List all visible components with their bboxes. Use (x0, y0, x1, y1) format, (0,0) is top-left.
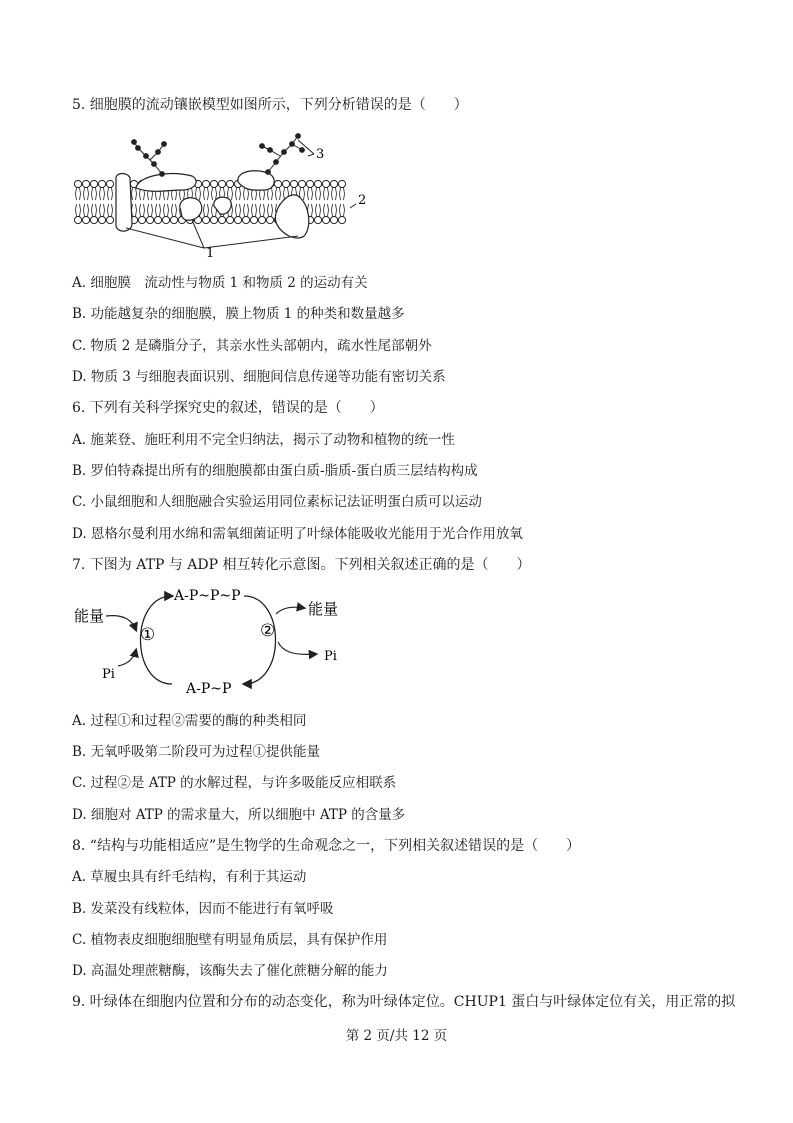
question-5-option-c: C. 物质 2 是磷脂分子，其亲水性头部朝内，疏水性尾部朝外 (72, 338, 432, 354)
question-7-option-b: B. 无氧呼吸第二阶段可为过程①提供能量 (72, 744, 321, 760)
question-6-option-b: B. 罗伯特森提出所有的细胞膜都由蛋白质-脂质-蛋白质三层结构构成 (72, 463, 478, 479)
pi-out-arrow (278, 642, 316, 654)
question-5-option-d: D. 物质 3 与细胞表面识别、细胞间信息传递等功能有密切关系 (72, 369, 446, 385)
pi-in-arrow (118, 650, 136, 666)
question-6-stem: 6. 下列有关科学探究史的叙述，错误的是（ ） (72, 400, 384, 416)
page-footer: 第 2 页/共 12 页 (345, 1028, 448, 1044)
membrane-label-3: 3 (316, 147, 325, 162)
membrane-model-figure (72, 124, 372, 264)
question-5-stem: 5. 细胞膜的流动镶嵌模型如图所示，下列分析错误的是（ ） (72, 97, 468, 113)
question-8-option-b: B. 发菜没有线粒体，因而不能进行有氧呼吸 (72, 901, 334, 917)
glycan-chains (132, 134, 305, 177)
question-9-stem: 9. 叶绿体在细胞内位置和分布的动态变化，称为叶绿体定位。CHUP1 蛋白与叶绿体定位有关，用正常的拟 (72, 994, 736, 1010)
process-2-label: ② (260, 621, 276, 641)
energy-in-arrow (106, 616, 136, 630)
question-7-option-c: C. 过程②是 ATP 的水解过程，与许多吸能反应相联系 (72, 775, 397, 791)
question-6-option-c: C. 小鼠细胞和人细胞融合实验运用同位素标记法证明蛋白质可以运动 (72, 494, 482, 510)
question-5-option-a: A. 细胞膜 流动性与物质 1 和物质 2 的运动有关 (72, 275, 368, 291)
question-8-stem: 8. “结构与功能相适应”是生物学的生命观念之一，下列相关叙述错误的是（ ） (72, 838, 581, 854)
question-6-option-a: A. 施莱登、施旺利用不完全归纳法，揭示了动物和植物的统一性 (72, 432, 455, 448)
atp-label: A-P~P~P (174, 588, 241, 604)
upper-phospholipid-layer (74, 180, 345, 200)
question-7-option-a: A. 过程①和过程②需要的酶的种类相同 (72, 713, 307, 729)
membrane-label-1: 1 (206, 246, 215, 261)
question-7-stem: 7. 下图为 ATP 与 ADP 相互转化示意图。下列相关叙述正确的是（ ） (72, 557, 531, 573)
membrane-label-2: 2 (358, 193, 367, 208)
energy-out-arrow (276, 607, 304, 614)
pi-out-label: Pi (324, 649, 337, 664)
question-8-option-a: A. 草履虫具有纤毛结构，有利于其运动 (72, 869, 307, 885)
process-1-label: ① (140, 625, 156, 645)
atp-adp-cycle-figure (72, 584, 352, 700)
energy-out-label: 能量 (308, 600, 339, 618)
question-8-option-d: D. 高温处理蔗糖酶，该酶失去了催化蔗糖分解的能力 (72, 963, 388, 979)
question-5-option-b: B. 功能越复杂的细胞膜，膜上物质 1 的种类和数量越多 (72, 306, 405, 322)
pi-in-label: Pi (102, 667, 115, 682)
question-7-option-d: D. 细胞对 ATP 的需求量大，所以细胞中 ATP 的含量多 (72, 807, 406, 823)
question-6-option-d: D. 恩格尔曼利用水绵和需氧细菌证明了叶绿体能吸收光能用于光合作用放氧 (72, 526, 523, 542)
question-8-option-c: C. 植物表皮细胞细胞壁有明显角质层，具有保护作用 (72, 932, 388, 948)
energy-in-label: 能量 (74, 607, 105, 625)
adp-label: A-P~P (186, 681, 232, 697)
